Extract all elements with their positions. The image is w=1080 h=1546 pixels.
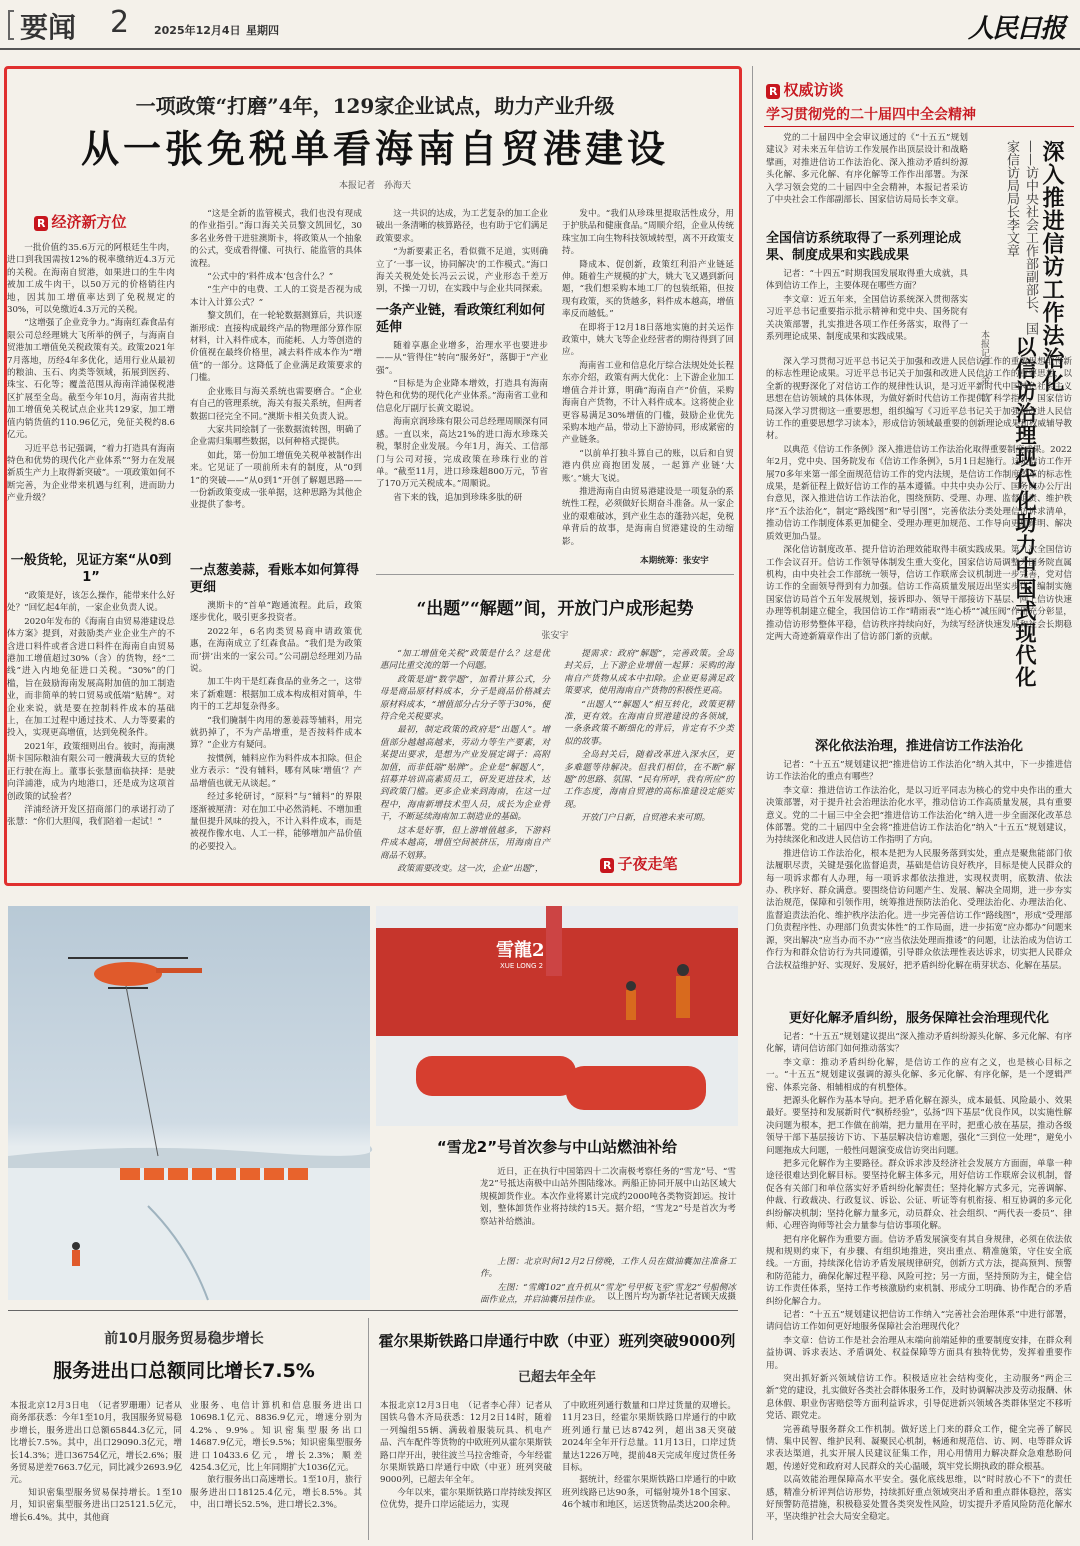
rail-headline: 霍尔果斯铁路口岸通行中欧（中亚）班列突破9000列 — [378, 1332, 736, 1350]
newspaper-logo: 人民日报 — [968, 14, 1065, 44]
paragraph: 开放门户日新，自贸港未来可期。 — [581, 813, 711, 824]
paragraph: 记者：“十五五”规划建议把“推进信访工作法治化”纳入其中，下一步推进信访工作法治化的重点有哪些？ — [766, 760, 1072, 783]
paragraph: 深入学习贯彻习近平总书记关于加强和改进人民信访工作的重要思想取得新的标志性理论成果。习近平总书记关于加强和改进人民信访工作的重要思想，以全新的视野深化了对信访工作的规律性认识，是习近平新时代中国特色社会主义思想在信访领域的具体体现，为做好新时代信访工作提供了科学指引。国家信访局深入学习贯彻这一重要思想，组织编写《习近平总书记关于加强和改进人民信访工作的重要思想学习读本》，形成信访领域最重要的创新理论成果和权威辅导教材。 — [766, 357, 1072, 442]
r-badge-icon: R — [600, 858, 614, 873]
commentary-col-b — [564, 648, 734, 826]
column-name: 经济新方位 — [51, 213, 127, 231]
bottom-col-divider — [368, 1318, 369, 1540]
worker-figure-icon — [626, 981, 636, 1020]
ship-name-latin: XUE LONG 2 — [500, 962, 544, 970]
interview-section-2 — [766, 732, 1072, 998]
caption-line: 上图：北京时间12月2日傍晚，工作人员在做油囊加注准备工作。 — [480, 1257, 736, 1280]
paragraph: 2020年发布的《海南自由贸易港建设总体方案》提到，对鼓励类产业企业生产的不含进口料件或者含进口料件在海南自由贸易港加工增值超过30%（含）的货物，经“二线”进入内地免征进口关税。“30%”的门槛，旨在鼓励海南发展高附加值的加工制造业，而非简单的转口贸易或低端“贴牌”。对企业来说，就是要在控制料件成本的基础上，在加工过程中通过技术、人力等要素的投入，实现更高增值，达到免税条件。 — [7, 616, 175, 739]
paragraph: 这本是好事，但上游增值越多，下游料件成本越高，增值空间被挤压，用海南自产商品不划算。 — [380, 825, 550, 861]
worker-figure-icon — [72, 1242, 80, 1266]
paragraph: 记者：“十五五”规划建议提出“深入推动矛盾纠纷源头化解、多元化解、有序化解，请问信访部门如何推动落实？ — [766, 1032, 1072, 1055]
paragraph: 突出抓好新兴领域信访工作。积极适应社会结构变化，主动服务“两企三新”党的建设，扎实做好各类社会群体服务工作，及时协调解决涉及劳动报酬、休息休假、职业伤害赔偿等方面利益诉求，引导促进新兴领域各类群体坚定不移听党话、跟党走。 — [766, 1373, 1072, 1422]
story-col-1 — [7, 242, 175, 542]
paragraph: 记者：“十五五”规划建议把信访工作纳入“完善社会治理体系”中进行部署，请问信访工作如何更好地服务保障社会治理现代化？ — [766, 1309, 1072, 1333]
paragraph: “政策是好，该怎么操作，能带来什么好处？”回忆起4年前，一家企业负责人说。 — [7, 591, 175, 614]
paragraph: 在即将于12月18日落地实施的封关运作政策中，姚大飞等企业经营者的期待得到了回应。 — [562, 322, 734, 358]
paragraph: “我们腌制牛肉用的葱姜蒜等辅料，用完就扔掉了，不为产品增重，是否按料件成本算？”企业方有疑问。 — [190, 715, 362, 751]
paragraph: “目标是为企业降本增效，打造具有海南特色和优势的现代化产业体系。”海南省工业和信息化厅副厅长黄文聪说。 — [376, 379, 548, 414]
paragraph: 李文章：信访工作是社会治理从末端向前端延伸的重要制度安排，在群众利益协调、诉求表达、矛盾调处、权益保障等方面具有独特优势，发挥着重要作用。 — [766, 1335, 1072, 1371]
photo-story-body — [480, 1166, 736, 1254]
paragraph: 习近平总书记强调，“着力打造具有海南特色和优势的现代化产业体系”“努力在发展新质生产力上取得新突破”。一项政策如何不断完善，为企业带来机遇与红利，进而助力产业升级？ — [7, 443, 175, 504]
masthead — [0, 0, 1080, 50]
paragraph: “公式中的‘料件成本’包含什么？” — [207, 272, 334, 283]
paragraph: 政策需要改变。这一次，企业“出题”， — [397, 863, 544, 874]
paragraph: 李文章：推进信访工作法治化，是以习近平同志为核心的党中央作出的重大决策部署，对于提升社会治理法治化水平，推动信访工作高质量发展，具有重要意义。党的二十届三中全会把“推进信访工作法治化”纳入进一步全面深化改革总体部署。党的二十届四中全会将“推进信访工作法治化”纳入“十五五”规划建议，为持续深化和改进人民信访工作指明了方向。 — [766, 785, 1072, 846]
interview-kicker — [766, 80, 844, 100]
story-col-2 — [190, 208, 362, 548]
paragraph: 降成本、促创新，政策红利沿产业链延伸。随着生产规模的扩大，姚大飞又遇到新问题，“我们想采购本地工厂的包装纸箱，但按现有政策，买的货越多，料件成本越高，增值率反而越低。” — [562, 259, 734, 320]
interview-section-1 — [766, 224, 968, 354]
paragraph: 省下来的钱，追加到珍珠多肽的研 — [393, 492, 523, 503]
paragraph: “生产中的电费、工人的工资是否视为成本计入计算公式？” — [190, 285, 362, 308]
paragraph: 按惯例，辅料应作为料件成本扣除。但企业方表示：“没有辅料，哪有风味‘增值’？产品增值也就无从谈起。” — [190, 753, 362, 789]
interview-section-3 — [766, 1004, 1072, 1540]
paragraph: 记者：“十四五”时期我国发展取得重大成就，具体到信访工作上，主要体现在哪些方面？ — [766, 269, 968, 292]
photo-right-ship — [376, 906, 738, 1126]
paragraph: 澳斯卡的“首单”跑通流程。此后，政策逐步优化，吸引更多投资者。 — [190, 601, 362, 624]
paragraph: “为新要素正名，看似微不足道，实则确立了‘一事一议，协同解决’的工作模式。”海口海关关税处处长冯云云说，产业形态千差万别，不操一刀切，在实践中与企业共同探索。 — [376, 247, 548, 295]
paragraph: “加工增值免关税”政策是什么？这是优惠同比重交流的第一个问题。 — [380, 649, 550, 672]
vertical-byline: 本报记者 金 歆 — [979, 330, 989, 402]
trade-headline: 服务进出口总额同比增长7.5% — [53, 1360, 315, 1382]
story-col-3 — [376, 208, 548, 578]
paragraph: 经过多轮研讨，“原料”与“辅料”的界限逐渐被厘清：对在加工中必然消耗、不增加重量但提升风味的投入，不计入料件成本，而是被视作像水电、人工一样，能够增加产品价值的必要投入。 — [190, 792, 362, 852]
commentary-author: 张安宇 — [541, 631, 569, 641]
top-story-headline: 从一张免税单看海南自贸港建设 — [80, 127, 669, 171]
kicker-label: 权威访谈 — [783, 81, 844, 99]
paragraph: 企业账目与海关系统也需要磨合。“企业有自己的管理系统，海关有报关系统，但两者数据口径完全不同。”澳斯卡相关负责人说。 — [190, 386, 362, 422]
paragraph: 一批价值约35.6万元的阿根廷生牛肉，进口到我国需按12%的税率缴纳近4.3万元的关税。在海南自贸港，如果进口的生牛肉被加工成牛肉干，以50万元的价格销往内地，因其加工增值率达到了免税规定的30%，可以免缴近4.3万元的关税。 — [7, 243, 175, 316]
interview-intro — [766, 132, 968, 222]
commentary-divider — [376, 574, 734, 575]
paragraph: 2021年，政策细则出台。彼时，海南澳斯卡国际粮油有限公司一艘满载大豆的货轮正行驶在海上。董事长张慧面临抉择：是驶向洋浦港，成为内地港口，还是成为这项首创政策的试验者？ — [7, 741, 175, 802]
right-column-divider — [752, 66, 753, 1540]
top-story-byline: 本报记者 孙海天 — [338, 181, 411, 191]
vertical-title-1: 深入推进信访工作法治化 — [1039, 140, 1064, 393]
paragraph: 全岛封关后，随着改革进入深水区，更多难题等待解决。但我们相信，在不断“解题”的思路、氛围、“民有所呼，我有所应”的工作态度，海南自贸港的高标准建设定能实现。 — [564, 750, 734, 810]
paragraph: “这是全新的监管模式，我们也没有现成的作业指引。”海口海关关员黎文凯回忆，30多名业务骨干进驻澳斯卡，将政策从一个抽象的公式，变成看得懂、可执行、能监管的具体流程。 — [190, 209, 362, 269]
paragraph: 推进海南自由贸易港建设是一项复杂的系统性工程，必须做好长期奋斗准备。从一家企业的艰难破冰，到产业生态的蓬勃兴起，免税单背后的故事，是海南自贸港建设的生动缩影。 — [562, 486, 734, 547]
column-label — [34, 212, 174, 232]
paragraph: 以典范《信访工作条例》深入推进信访工作法治化取得重要制度成果。2022年2月，党中央、国务院发布《信访工作条例》，5月1日起施行。这是信访工作开展70多年来第一部全面规范信访工作的党内法规，是信访工作制度改革的标志性成果，是新征程上做好信访工作的基本遵循。中共中央办公厅、国务院办公厅出台意见，深入推进信访工作法治化，围绕预防、受理、办理、监督追责、维护秩序“五个法治化”，制定“路线图”和“导引图”，完善依法分类处理信访诉求清单，推动信访工作制度体系更加健全、受理办理更加规范、工作导向更加鲜明、解决质效更加凸显。 — [766, 444, 1072, 542]
section-name: 要闻 — [20, 11, 77, 44]
paragraph: “以前单打独斗算自己的账，以后和自贸港内供应商抱团发展，一起算产业链‘大账’。”姚大飞说。 — [562, 448, 734, 484]
paragraph: 海南京润珍珠有限公司总经理周顺深有同感。一直以来，高达21%的进口海水珍珠关税，掣肘企业发展。今年1月，海关、工信部门与公司对接，完成政策在珍珠行业的首单。“截至11月，进口珍珠超800万元，节省了170万元关税成本。”周顺说。 — [376, 417, 548, 490]
story-col-1b — [7, 546, 175, 880]
interview-section-1-cont — [766, 356, 1072, 724]
issue-date: 2025年12月4日 — [154, 24, 241, 37]
commentary-title: “出题”“解题”间，开放门户成形起势 — [416, 599, 694, 619]
subhead-2: 一点葱姜蒜，看账本如何算得更细 — [190, 563, 360, 595]
paragraph: 深化信访制度改革、提升信访治理效能取得丰硕实践成果。第九次全国信访工作会议召开。信访工作领导体制发生重大变化，国家信访局调整为国务院直属机构，由中央社会工作部统一领导，信访工作联席会议机制进一步完善，党对信访工作的全面领导得到有力加强。信访工作高质量发展迈出坚实步伐，编制实施国家信访局首个五年发展规划，接诉即办、领导干部接访下基层、网上信访快速办理等机制建立健全，我国信访工作“晴雨表”“连心桥”“减压阀”作用充分彰显，推动信访形势整体平稳，信访秩序持续向好，为续写经济快速发展和社会长期稳定两大奇迹新篇章作出了信访部门新的贡献。 — [766, 545, 1072, 642]
paragraph: 以高效能治理保障高水平安全。强化底线思维，以“时时放心不下”的责任感，精准分析评判信访形势，持续抓好重点领域突出矛盾和重点群体稳控，落实好预警防范措施，积极稳妥处置各类突发性风险，切实提升矛盾风险防范化解水平，坚决维护社会大局安全稳定。 — [766, 1475, 1072, 1523]
paragraph: 这一共识的达成，为工艺复杂的加工企业破出一条清晰的核算路径，也有助于它们满足政策要求。 — [376, 209, 548, 244]
paragraph: 洋浦经济开发区招商部门的承诺打动了张慧：“你们大胆闯，我们陪着一起试！” — [7, 804, 175, 828]
issue-weekday: 星期四 — [246, 24, 279, 37]
paragraph: 海南省工业和信息化厅综合法规处处长程东亦介绍，政策有两大优化：上下游企业加工增值合并计算，明确“海南自产”价值，采购海南自产货物，不计入料件成本。这将使企业更容易满足30%增值的门槛，鼓励企业优先采购本地产品，带动上下游协同，形成紧密的产业链条。 — [562, 360, 734, 446]
worker-figure-icon — [676, 964, 690, 1018]
trade-col-1: 本报北京12月3日电 （记者罗珊珊）记者从商务部获悉：今年1至10月，我国服务贸易稳步增长，服务进出口总额65844.3亿元，同比增长7.5%。其中，出口29090.3亿元，增长14.3%；进口36754亿元，增长2.6%；服务贸易逆差7663.7亿元，同比减少2693.9亿元。 知识密集型服务贸易保持增长。1至10月，知识密集型服务进出口25121.5亿元，增长6.4%。其中，其他商 — [10, 1401, 182, 1523]
commentary-col-a — [380, 648, 550, 880]
paragraph: 政策是道“数学题”，加看计算公式，分母是商品原材料成本，分子是商品价格减去原材料成本，“增值部分占分子等于30%，便符合免关税要求。 — [380, 674, 550, 723]
caption-line: 左图：“雪鹰102”直升机从“雪龙”号甲板飞至“雪龙2”号船侧冰面作业点，并启油囊吊挂作业。 — [480, 1282, 736, 1306]
section-heading-2: 深化依法治理，推进信访工作法治化 — [814, 739, 1023, 754]
paragraph: 把源头化解作为基本导向。把矛盾化解在源头，成本最低、风险最小、效果最好。要坚持和发展新时代“枫桥经验”，弘扬“四下基层”优良作风，以实施性解决问题为根本，把工作做在前端，把力量用在平时，把重心放在基层，推动各级领导干部下基层接访下访、下基层解决信访难题，强化“三到位一处理”，避免小问题拖成大问题，一般性问题演变成信访突出问题。 — [766, 1096, 1072, 1156]
page-number: 2 — [110, 5, 130, 40]
paragraph: 发中。“我们从珍珠里提取活性成分，用于护肤品和健康食品。”周顺介绍，企业从传统珠宝加工向生物科技领域转型，离不开政策支持。 — [562, 209, 734, 257]
masthead-bracket — [8, 10, 14, 40]
commentary-column-label — [600, 854, 678, 874]
paragraph: 把多元化解作为主要路径。群众诉求涉及经济社会发展方方面面，单靠一种途径很难达到化解目标。要坚持化解主体多元，用好信访工作联席会议机制，督促各有关部门和单位落实好矛盾纠纷化解责任；坚持化解方式多元，完善调解、仲裁、行政裁决、行政复议、诉讼、公证、听证等有机衔接、相互协调的多元化纠纷解决机制；坚持化解力量多元，动员群众、社会组织、“两代表一委员”、律师、心理咨询师等社会力量参与信访事项化解。 — [766, 1159, 1072, 1232]
r-badge-icon: R — [766, 84, 780, 99]
paragraph: 近日，正在执行中国第四十二次南极考察任务的“雪龙”号、“雪龙2”号抵达南极中山站外围陆缘冰。两船正协同开展中山站区域大规模卸货作业。本次作业将累计完成约2000吨各类物资卸运。按计划，整体卸货作业将持续约15天。据介绍，“雪龙2”号是首次为考察站补给燃油。 — [480, 1167, 736, 1227]
interview-subkicker: 学习贯彻党的二十届四中全会精神 — [766, 107, 976, 123]
paragraph: “出题人”“解题人”相互转化，政策更精准，更有效。在海南自贸港建设的各领域，一条条政策不断细化的背后，肯定有不少类似的故事。 — [564, 699, 734, 747]
paragraph: 党的二十届四中全会审议通过的《“十五五”规划建议》对未来五年信访工作发展作出顶层设计和战略擘画，对推进信访工作法治化、深入推动矛盾纠纷源头化解、多元化解、有序化解等工作作出部署。为深入学习领会党的二十届四中全会精神，本报记者采访了中央社会工作部副部长、国家信访局局长李文章。 — [766, 133, 968, 206]
helicopter-scene — [8, 906, 370, 1300]
subkicker-rule — [764, 126, 1074, 127]
photo-left-helicopter — [8, 906, 370, 1300]
story-col-2b — [190, 556, 362, 880]
top-story-kicker: 一项政策“打磨”4年，129家企业试点，助力产业升级 — [135, 94, 615, 118]
r-badge-icon: R — [34, 216, 48, 231]
section-heading-3: 更好化解矛盾纠纷，服务保障社会治理现代化 — [788, 1011, 1049, 1026]
rail-col-2: 了中欧班列通行数量和口岸过货量的双增长。11月23日，经霍尔果斯铁路口岸通行的中欧班列通行量已达8742列，超出38天突破2024年全年开行总量。11月13日，口岸过货量达1226万吨，提前48天完成年度过货任务目标。 据统计，经霍尔果斯铁路口岸通行的中欧班列线路已达90条，可辐射境外18个国家、46个城市和地区，运送货物品类达200余种。 — [562, 1401, 736, 1511]
paragraph: 随着享惠企业增多，治理水平也要进步——从“管得住”转向“服务好”，落脚于“产业强”。 — [376, 340, 548, 376]
vertical-subtitle: ——访中央社会工作部副部长、国家信访局局长李文章 — [1004, 140, 1038, 335]
ship-name: 雪龍2 — [496, 940, 545, 961]
paragraph: “这增强了企业竞争力。”海南红森食品有限公司总经理姚大飞所举的例子，与海南自贸港加工增值免关税政策有关。政策2021年7月落地，历经4年多优化，适用行业从最初的粮油、玉石、肉类等领域，拓展到医药、珠宝、石化等；覆盖范围从海南洋浦保税港区扩展至全岛。截至今年10月，海南省共批加工增值免关税试点企业共129家，加工增值内销货值约110.96亿元，免征关税约8.6亿元。 — [7, 318, 175, 441]
subhead-1: 一般货轮，见证方案“从0到1” — [10, 553, 172, 585]
section-heading-1: 全国信访系统取得了一系列理论成果、制度成果和实践成果 — [766, 231, 962, 263]
rail-col-1: 本报北京12月3日电 （记者李心萍）记者从国铁乌鲁木齐局获悉：12月2日14时，随着一列编组55辆、满载着服装玩具、机电产品、汽车配件等货物的中欧班列从霍尔果斯铁路口岸开出，驶往波兰马拉舍维奇，今年经霍尔果斯铁路口岸通行中欧（中亚）班列突破9000列，已超去年全年。 今年以来，霍尔果斯铁路口岸持续发挥区位优势，提升口岸运能运力，实现 — [380, 1401, 552, 1511]
trade-col-2: 业服务、电信计算机和信息服务进出口10698.1亿元、8836.9亿元，增速分别为4.2%、9.9%。知识密集型服务出口14687.9亿元，增长9.5%；知识密集型服务进口10433.6亿元，增长2.3%；顺差4254.3亿元，比上年同期扩大1036亿元。 旅行服务出口高速增长。1至10月，旅行服务进出口18125.4亿元，增长8.5%。其中，出口增长52.5%，进口增长2.3%。 — [190, 1401, 362, 1511]
photo-story-title: “雪龙2”号首次参与中山站燃油补给 — [436, 1138, 678, 1156]
story-col-4 — [562, 208, 734, 554]
paragraph: 2022年，6名肉类贸易商申请政策优惠，在海南成立了红森食品。“我们是为政策而‘拼’出来的一家公司。”公司副总经理刘乃品说。 — [190, 626, 362, 675]
paragraph: 黎文凯们，在一轮轮数据测算后，共识逐渐形成：直接构成最终产品的物理部分算作原材料，计入料件成本，而能耗、人力等创造的价值视在最终价格里，减去料件成本作为“增值”的一部分。这降低了企业满足政策要求的门槛。 — [190, 311, 362, 384]
paragraph: 把有序化解作为重要方面。信访矛盾发展演变有其自身规律，必须在依法依规和规则约束下，有步骤、有组织地推进，突出重点、精准施策，守住安全底线。一方面，持续深化信访矛盾发展规律研究，创新方式方法，提高预判、预警和防范能力，确保化解过程平稳、风险可控；另一方面，坚持预防为主，健全信访工作责任体系，坚持工作考核激励约束机制、形成分工明确、协作配合的矛盾纠纷化解合力。 — [766, 1234, 1072, 1307]
story-editor: 本期统筹：张安宇 — [640, 556, 709, 566]
paragraph: 推进信访工作法治化，根本是把为人民服务落到实处，重点是聚焦能部门依法履职尽责，关键是强化监督追责，基础是信访良好秩序，目标是使人民群众的每一项诉求都有人办理，每一项诉求都依法推进，实现权责明，底数清、依法办、秩序好、群众满意。要围绕信访问题产生、发展、解决全周期，进一步夯实法治规范，保障和引领作用，统筹推进预防法治化、受理法治化、办理法治化、监督追责法治化、维护秩序法治化。进一步完善信访工作“路线图”，形成“受理部门负责程序性、办理部门负责实体性”的工作局面，进一步拓宽“应办都办”问题来源，突出解决“应当办而不办”“应当依法处理而推诿”的问题，让法治成为信访工作行为和群众信访行为共同遵循，引导群众依法理性表达诉求，切实把人民群众合法权益维护好、实现好、发展好，把矛盾纠纷化解在萌芽状态、化解在基层。 — [766, 848, 1072, 971]
helicopter-icon — [68, 958, 202, 1156]
paragraph: 李文章：推动矛盾纠纷化解，是信访工作的应有之义，也是核心目标之一。“十五五”规划建议强调的源头化解、多元化解、有序化解，是一个逻辑严密、体系完备、相辅相成的有机整体。 — [766, 1057, 1072, 1093]
photo-credit: 以上图片均为新华社记者顾天成摄 — [607, 1292, 736, 1302]
paragraph: 加工牛肉干是红森食品的业务之一，这带来了新难题：根据加工成本构成相对简单，牛肉干的工艺却复杂得多。 — [190, 677, 362, 713]
paragraph: 李文章：近五年来，全国信访系统深入贯彻落实习近平总书记重要指示批示精神和党中央、国务院有关决策部署，扎实推进各项工作任务落实，取得了一系列理论成果、制度成果和实践成果。 — [766, 294, 968, 343]
bottom-divider — [8, 1310, 738, 1311]
vertical-title-2: 以信访治理现代化助力中国式现代化 — [1013, 336, 1037, 688]
column-name: 子夜走笔 — [617, 855, 678, 873]
paragraph: 最初，制定政策的政府是“出题人”。增值部分越越高越来，劳动力等生产要素，对某提出要求，是想为产业发展定调子：高附加值，而非低端“贴牌”。企业是“解题人”，招募并培训高素质员工，研发更进技术，达到政策门槛。更多企业来到海南，在这一过程中，海南新增技术型人员，成长为企业骨干，不断延续海南加工制造业的基础。 — [380, 725, 550, 823]
ship-scene — [376, 906, 738, 1126]
paragraph: 如此，第一份加工增值免关税单被制作出来。它见证了一项前所未有的制度，从“0到1”的突破——“从0到1”开创了解题思路——一份新政策变成一张单据，这种思路为其他企业提供了参考。 — [190, 450, 362, 511]
rail-subhead: 已超去年全年 — [517, 1370, 596, 1385]
subhead-3: 一条产业链，看政策红利如何延伸 — [376, 302, 546, 335]
paragraph: 大家共同绘制了一张数据流转图，明确了企业需归集哪些数据，以何种格式提供。 — [190, 424, 362, 448]
trade-kicker: 前10月服务贸易稳步增长 — [104, 1331, 264, 1347]
paragraph: 完善疏导服务群众工作机制。做好送上门来的群众工作，健全完善了解民情、集中民智、维护民利、凝聚民心机制，畅通和规范信、访、网、电等群众诉求表达渠道，扎实开展人民建议征集工作，用心用情用力解决群众急难愁盼问题，传递好党和政府对人民群众的关心温暖，筑牢党长期执政的群众根基。 — [766, 1424, 1072, 1472]
paragraph: 提需求：政府“解题”，完善政策。全岛封关后，上下游企业增值一起算：采购的海南自产货物从成本中扣除。企业更易满足政策要求，使用海南自产货物的积极性更高。 — [564, 649, 734, 697]
